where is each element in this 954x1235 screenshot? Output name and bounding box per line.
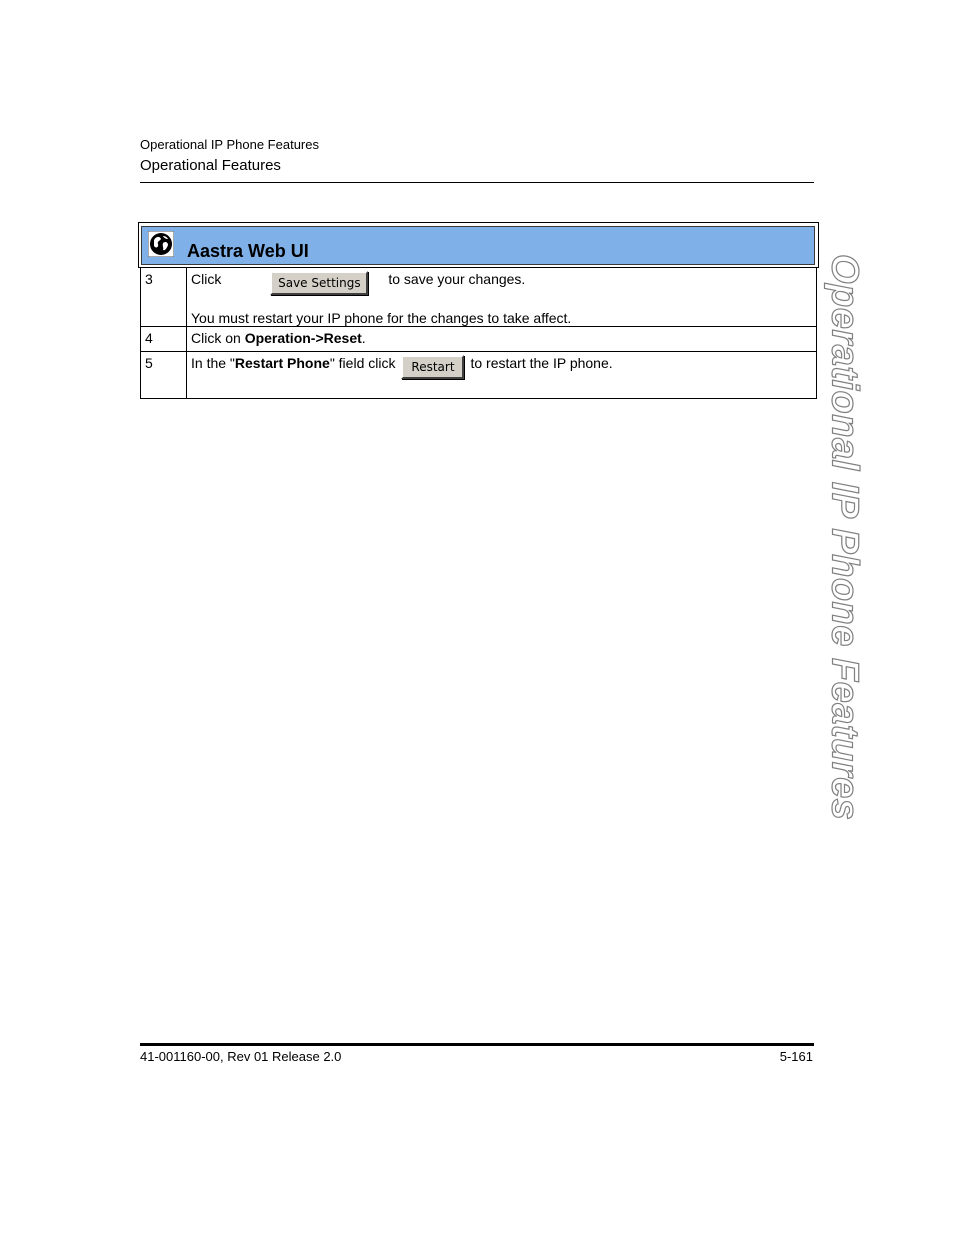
step-text: to save your changes. <box>388 271 526 287</box>
save-settings-button[interactable]: Save Settings <box>270 271 368 295</box>
header-rule <box>140 182 814 183</box>
step-text: In the " <box>191 355 235 371</box>
step-text: Click <box>191 271 222 287</box>
footer-rule <box>140 1043 814 1046</box>
aastra-web-ui-banner <box>138 222 819 268</box>
step-content <box>187 352 817 399</box>
banner-fill <box>141 226 815 265</box>
table-row <box>141 352 817 399</box>
globe-icon <box>148 231 174 257</box>
running-header-section: Operational IP Phone Features <box>140 137 319 152</box>
step-text: " field click <box>329 355 396 371</box>
restart-button[interactable]: Restart <box>401 355 464 379</box>
step-number: 4 <box>141 327 187 352</box>
side-tab-label: Operational IP Phone Features <box>823 254 866 821</box>
footer-page-number: 5-161 <box>779 1049 813 1064</box>
step-text: to restart the IP phone. <box>470 355 613 371</box>
step-note: You must restart your IP phone for the changes to take affect. <box>191 310 572 326</box>
step-content <box>187 327 817 352</box>
banner-title: Aastra Web UI <box>187 241 309 261</box>
table-row <box>141 327 817 352</box>
footer-doc-number: 41-001160-00, Rev 01 Release 2.0 <box>140 1049 342 1064</box>
steps-table <box>140 267 817 399</box>
step-text: Click on <box>191 330 245 346</box>
step-content <box>187 268 817 327</box>
menu-path: Operation->Reset <box>244 330 362 346</box>
step-number: 3 <box>141 268 187 327</box>
step-text: . <box>361 330 366 346</box>
step-line <box>191 355 812 379</box>
table-row <box>141 268 817 327</box>
step-number: 5 <box>141 352 187 399</box>
side-tab <box>823 254 866 821</box>
running-header-subsection: Operational Features <box>140 157 281 174</box>
field-name: Restart Phone <box>234 355 330 371</box>
step-line <box>191 271 812 295</box>
